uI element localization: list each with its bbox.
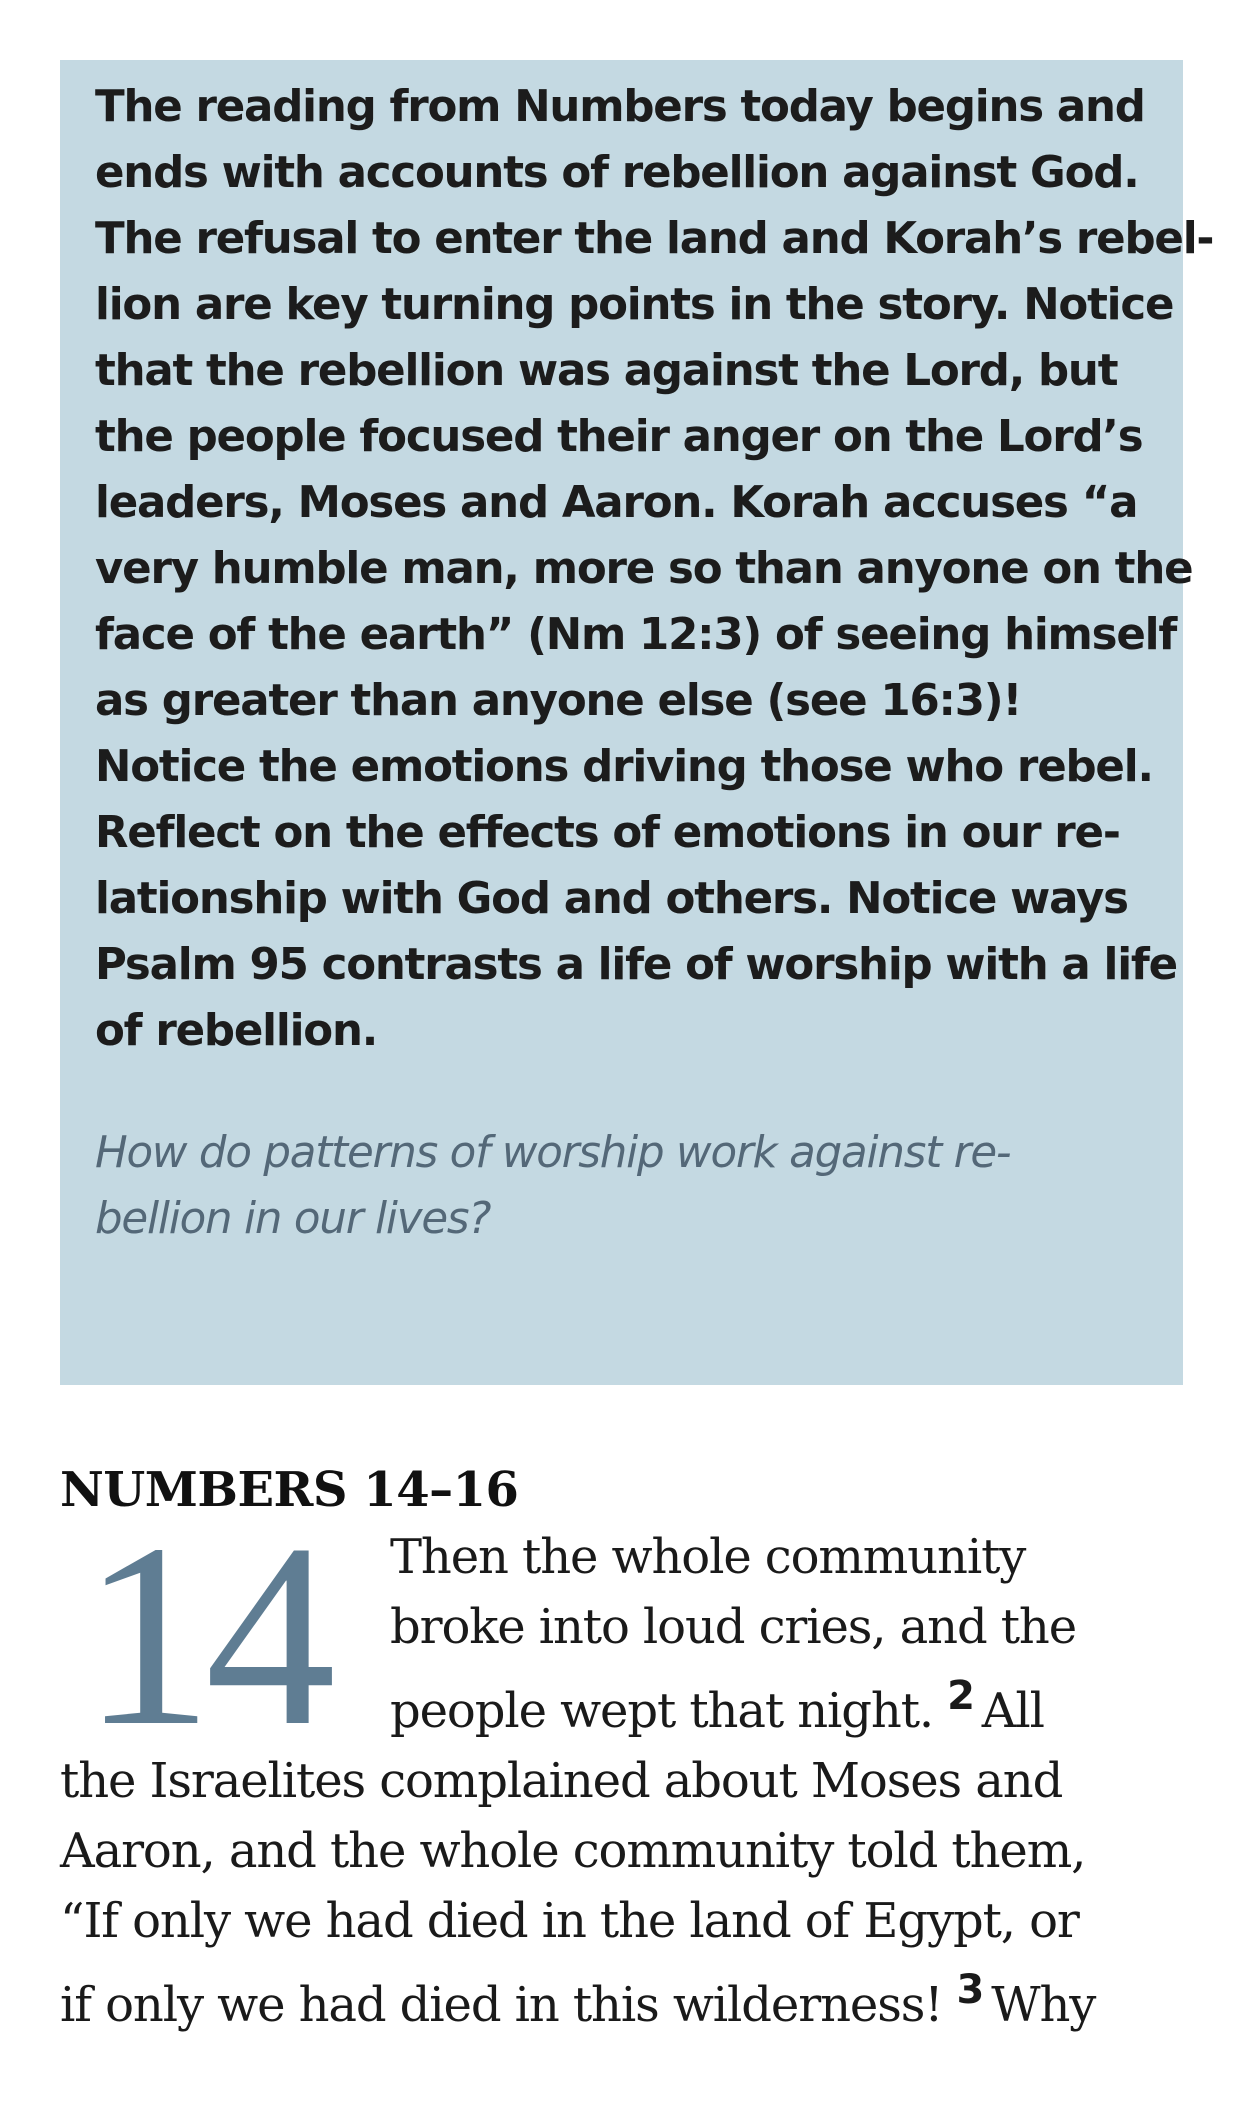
question-line: bellion in our lives? [95,1194,491,1244]
line-text: people wept that night. [390,1683,934,1739]
reflection-box [60,60,1214,1385]
chapter-drop-number: 14 [82,1490,328,1780]
reflection-line: lion are key turning points in the story. Notice [95,280,1174,330]
reflection-line: The reading from Numbers today begins and [95,82,1145,132]
scripture-reading [60,1460,1190,2033]
reflection-line: of rebellion. [95,1006,378,1056]
reflection-line: very humble man, more so than anyone on the [95,544,1193,594]
scripture-line [60,1592,1095,1662]
scripture-line [60,1522,1095,1592]
line-text: Why [991,1977,1096,2033]
reflection-line: Notice the emotions driving those who rebel. [95,742,1153,792]
reflection-line: Psalm 95 contrasts a life of worship with a life [95,940,1177,990]
reflection-line: The refusal to enter the land and Korah’s rebel- [95,214,1214,264]
line-text: “If only we had died in the land of Egypt, or [60,1893,1079,1949]
reading-heading: NUMBERS 14–16 [60,1462,519,1518]
scripture-line [60,1746,1095,1816]
question-line: How do patterns of worship work against re- [95,1128,1011,1178]
reflection-line: ends with accounts of rebellion against God. [95,148,1139,198]
line-text: if only we had died in this wilderness! [60,1977,943,2033]
line-text: Aaron, and the whole community told them, [60,1823,1086,1879]
scripture-line [60,1886,1095,1956]
reflection-line: Reflect on the effects of emotions in our re- [95,808,1120,858]
reflection-paragraph [95,74,1214,1064]
line-text: the Israelites complained about Moses and [60,1753,1063,1809]
reflection-line: that the rebellion was against the Lord, but [95,346,1118,396]
line-text: broke into loud cries, and the [390,1599,1077,1655]
reflection-line: the people focused their anger on the Lord’s [95,412,1143,462]
reflection-question [95,1120,1125,1252]
reflection-line: leaders, Moses and Aaron. Korah accuses “a [95,478,1138,528]
line-text: Then the whole community [390,1529,1026,1585]
reflection-line: face of the earth” (Nm 12:3) of seeing himself [95,610,1177,660]
line-text: All [981,1683,1044,1739]
verse-number: 3 [956,1967,984,2013]
reflection-line: lationship with God and others. Notice ways [95,874,1128,924]
scripture-line [60,1967,1096,2040]
verse-number: 2 [947,1673,974,1719]
scripture-line [60,1673,1095,1746]
reflection-line: as greater than anyone else (see 16:3)! [95,676,1022,726]
scripture-line [60,1816,1095,1886]
